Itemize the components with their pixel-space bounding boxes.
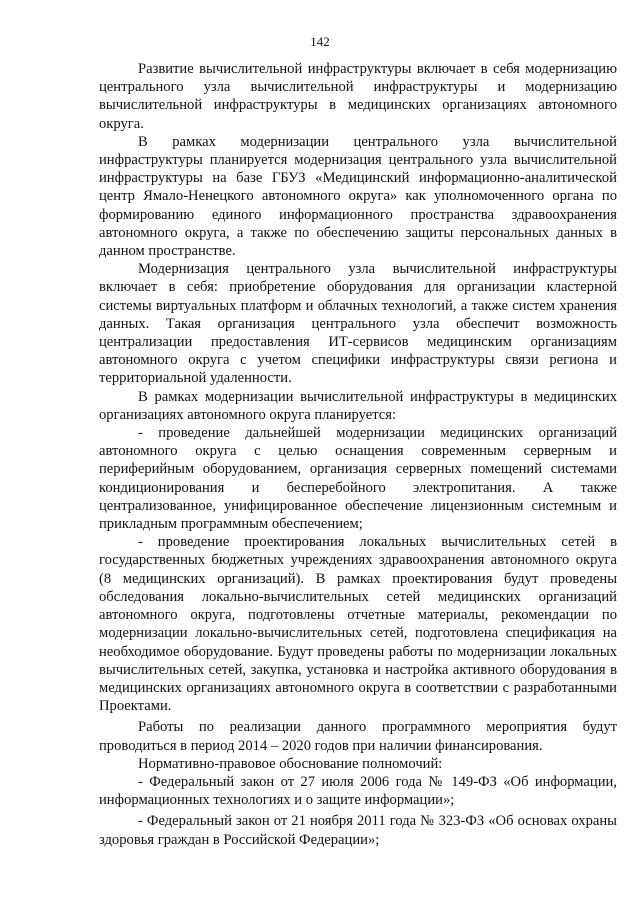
list-item-network-design: - проведение проектирования локальных вычислительных сетей в государственных бюджетных учреждениях здравоохранения автономного округа (8 медицинских организаций). В рамках проектирования будут проведены обследования локально-вычислительных сетей медицинских организаций автономного округа, подготовлены отчетные материалы, рекомендации по модернизации локально-вычислительных сетей, подготовлена спецификация на необходимое оборудование. Будут проведены работы по модернизации локальных вычислительных сетей, закупка, установка и настройка активного оборудования в медицинских организациях автономного округа в соответствии с разработанными Проектами. bbox=[99, 534, 617, 715]
paragraph-infrastructure-intro: Развитие вычислительной инфраструктуры включает в себя модернизацию центрального узла вычислительной инфраструктуры и модернизацию вычислительной инфраструктуры в медицинских организациях автономного округа. bbox=[99, 61, 617, 132]
list-item-law-149: - Федеральный закон от 27 июля 2006 года № 149-ФЗ «Об информации, информационных технологиях и о защите информации»; bbox=[99, 773, 617, 809]
document-body bbox=[99, 60, 617, 849]
list-item-server-modernization: - проведение дальнейшей модернизации медицинских организаций автономного округа с целью оснащения современным серверным и периферийным оборудованием, организация серверных помещений системами кондиционирования и бесперебойного электропитания. А также централизованное, унифицированное обеспечение лицензионным системным и прикладным программным обеспечением; bbox=[99, 425, 617, 533]
paragraph-central-node: В рамках модернизации центрального узла вычислительной инфраструктуры планируется модернизация центрального узла вычислительной инфраструктуры на базе ГБУЗ «Медицинский информационно-аналитической центр Ямало-Ненецкого автономного округа» как уполномоченного органа по формированию единого информационного пространства здравоохранения автономного округа, а также по обеспечению защиты персональных данных в данном пространстве. bbox=[99, 133, 617, 260]
paragraph-legal-basis-heading: Нормативно-правовое обоснование полномочий: bbox=[138, 755, 443, 772]
page-number: 142 bbox=[310, 34, 330, 49]
list-item-law-323: - Федеральный закон от 21 ноября 2011 года № 323-ФЗ «Об основах охраны здоровья граждан в Российской Федерации»; bbox=[99, 813, 617, 848]
paragraph-timeline: Работы по реализации данного программного мероприятия будут проводиться в период 2014 – 2020 годов при наличии финансирования. bbox=[99, 719, 617, 754]
paragraph-medical-orgs-plan: В рамках модернизации вычислительной инфраструктуры в медицинских организациях автономного округа планируется: bbox=[99, 388, 617, 423]
paragraph-central-node-modernization: Модернизация центрального узла вычислительной инфраструктуры включает в себя: приобретение оборудования для организации кластерной системы виртуальных платформ и облачных технологий, а также систем хранения данных. Такая организация центрального узла обеспечит возможность централизации предоставления ИТ-сервисов медицинским организациям автономного округа с учетом специфики инфраструктуры связи региона и территориальной удаленности. bbox=[99, 261, 617, 387]
